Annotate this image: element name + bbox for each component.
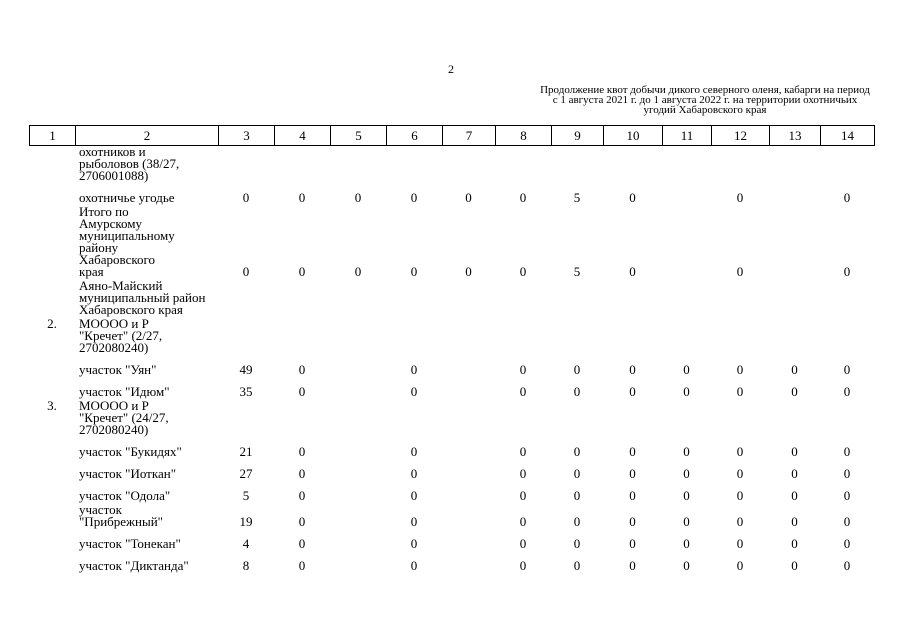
quota-cell bbox=[495, 318, 551, 356]
table-header bbox=[29, 125, 875, 146]
header-cell: 11 bbox=[663, 126, 712, 146]
quota-cell bbox=[662, 184, 711, 206]
row-number bbox=[29, 206, 75, 280]
quota-cell: 0 bbox=[298, 384, 306, 399]
quota-cell: 0 bbox=[843, 362, 851, 377]
quota-cell bbox=[442, 504, 495, 530]
quota-cell bbox=[551, 280, 603, 318]
header-cell: 5 bbox=[331, 126, 387, 146]
quota-cell: 0 bbox=[843, 384, 851, 399]
quota-cell bbox=[603, 280, 662, 318]
quota-cell bbox=[769, 318, 820, 356]
quota-cell bbox=[820, 146, 874, 184]
quota-cell bbox=[711, 146, 769, 184]
header-cell: 8 bbox=[496, 126, 552, 146]
quota-cell: 0 bbox=[519, 362, 527, 377]
quota-cell: 0 bbox=[683, 514, 690, 529]
quota-cell: 0 bbox=[736, 384, 744, 399]
quota-cell bbox=[274, 400, 330, 438]
quota-cell: 0 bbox=[736, 536, 744, 551]
quota-cell: 0 bbox=[573, 488, 581, 503]
quota-cell bbox=[442, 318, 495, 356]
quota-cell: 0 bbox=[298, 466, 306, 481]
row-number bbox=[29, 438, 75, 460]
row-name: участок "Прибрежный" bbox=[79, 502, 163, 529]
row-name: МОООО и Р "Кречет" (24/27, 2702080240) bbox=[79, 398, 169, 437]
quota-cell: 0 bbox=[410, 264, 418, 279]
quota-cell bbox=[218, 318, 274, 356]
quota-cell: 0 bbox=[843, 536, 851, 551]
quota-cell: 0 bbox=[573, 536, 581, 551]
quota-cell: 0 bbox=[410, 514, 418, 529]
quota-cell: 0 bbox=[629, 488, 636, 503]
table-row bbox=[29, 400, 874, 438]
quota-cell: 0 bbox=[629, 558, 636, 573]
quota-cell: 0 bbox=[791, 514, 798, 529]
quota-cell: 0 bbox=[843, 488, 851, 503]
row-name: участок "Иоткан" bbox=[79, 466, 177, 481]
row-name: участок "Идюм" bbox=[79, 384, 170, 399]
quota-cell: 0 bbox=[298, 558, 306, 573]
row-name: охотничье угодье bbox=[79, 190, 175, 205]
table-row bbox=[29, 146, 874, 184]
quota-cell bbox=[330, 504, 386, 530]
quota-cell: 0 bbox=[519, 466, 527, 481]
quota-cell bbox=[218, 280, 274, 318]
quota-cell: 0 bbox=[298, 514, 306, 529]
row-number bbox=[29, 504, 75, 530]
header-cell: 7 bbox=[443, 126, 496, 146]
quota-cell: 0 bbox=[629, 362, 636, 377]
quota-cell: 0 bbox=[629, 264, 636, 279]
quota-cell: 0 bbox=[736, 466, 744, 481]
quota-cell: 0 bbox=[736, 558, 744, 573]
quota-cell bbox=[495, 280, 551, 318]
quota-cell: 0 bbox=[410, 384, 418, 399]
quota-cell bbox=[551, 146, 603, 184]
quota-cell bbox=[442, 552, 495, 574]
quota-cell bbox=[386, 146, 442, 184]
quota-cell bbox=[662, 146, 711, 184]
quota-cell: 0 bbox=[843, 444, 851, 459]
quota-cell: 0 bbox=[410, 190, 418, 205]
quota-cell: 0 bbox=[843, 558, 851, 573]
quota-cell: 0 bbox=[298, 444, 306, 459]
quota-cell: 0 bbox=[736, 264, 744, 279]
quota-cell bbox=[330, 530, 386, 552]
quota-cell: 4 bbox=[242, 536, 250, 551]
quota-cell: 0 bbox=[683, 384, 690, 399]
quota-cell bbox=[330, 482, 386, 504]
quota-cell: 0 bbox=[519, 444, 527, 459]
quota-cell: 49 bbox=[239, 362, 253, 377]
quota-cell bbox=[330, 146, 386, 184]
table-row bbox=[29, 460, 874, 482]
row-number bbox=[29, 378, 75, 400]
quota-cell: 0 bbox=[791, 444, 798, 459]
header-row bbox=[30, 126, 875, 146]
quota-cell: 0 bbox=[573, 362, 581, 377]
row-number bbox=[29, 280, 75, 318]
quota-cell: 0 bbox=[629, 444, 636, 459]
quota-cell: 0 bbox=[736, 514, 744, 529]
table-row bbox=[29, 280, 874, 318]
table-row bbox=[29, 552, 874, 574]
table-row bbox=[29, 378, 874, 400]
row-name: участок "Диктанда" bbox=[79, 558, 189, 573]
quota-cell bbox=[769, 206, 820, 280]
quota-cell bbox=[820, 400, 874, 438]
header-cell: 6 bbox=[387, 126, 443, 146]
quota-cell: 0 bbox=[242, 190, 250, 205]
quota-cell bbox=[662, 318, 711, 356]
quota-cell: 0 bbox=[410, 536, 418, 551]
quota-cell: 0 bbox=[519, 384, 527, 399]
header-cell: 12 bbox=[712, 126, 770, 146]
quota-cell bbox=[769, 400, 820, 438]
quota-cell: 0 bbox=[573, 444, 581, 459]
quota-cell: 0 bbox=[410, 558, 418, 573]
header-cell: 14 bbox=[821, 126, 875, 146]
row-number bbox=[29, 356, 75, 378]
quota-cell: 0 bbox=[519, 536, 527, 551]
quota-cell: 0 bbox=[683, 488, 690, 503]
quota-cell: 0 bbox=[573, 514, 581, 529]
table-row bbox=[29, 184, 874, 206]
quota-cell: 21 bbox=[239, 444, 253, 459]
quota-cell bbox=[551, 400, 603, 438]
quota-cell bbox=[711, 280, 769, 318]
quota-cell: 35 bbox=[239, 384, 253, 399]
quota-cell: 0 bbox=[791, 384, 798, 399]
quota-cell: 0 bbox=[843, 514, 851, 529]
quota-cell: 0 bbox=[465, 264, 472, 279]
quota-cell: 0 bbox=[298, 362, 306, 377]
quota-cell: 0 bbox=[683, 466, 690, 481]
row-number: 2. bbox=[47, 316, 57, 331]
quota-cell: 0 bbox=[519, 558, 527, 573]
quota-cell bbox=[274, 280, 330, 318]
row-number bbox=[29, 460, 75, 482]
quota-cell bbox=[551, 318, 603, 356]
quota-cell: 0 bbox=[629, 384, 636, 399]
quota-cell: 0 bbox=[791, 362, 798, 377]
quota-cell: 0 bbox=[683, 444, 690, 459]
header-cell: 1 bbox=[30, 126, 76, 146]
quota-cell: 5 bbox=[573, 190, 581, 205]
quota-cell: 0 bbox=[519, 190, 527, 205]
row-name: Итого по Амурскому муниципальному району Хабаровского края bbox=[79, 204, 175, 279]
quota-cell: 0 bbox=[843, 466, 851, 481]
quota-cell: 0 bbox=[683, 558, 690, 573]
quota-cell bbox=[386, 400, 442, 438]
quota-cell: 0 bbox=[573, 384, 581, 399]
quota-cell: 0 bbox=[298, 190, 306, 205]
quota-cell: 0 bbox=[573, 558, 581, 573]
row-number bbox=[29, 530, 75, 552]
quota-cell bbox=[330, 356, 386, 378]
table-row bbox=[29, 438, 874, 460]
quota-cell bbox=[662, 280, 711, 318]
quota-cell: 0 bbox=[791, 466, 798, 481]
quota-cell bbox=[330, 460, 386, 482]
table-row bbox=[29, 504, 874, 530]
quota-cell bbox=[330, 400, 386, 438]
header-cell: 3 bbox=[219, 126, 275, 146]
table-row bbox=[29, 318, 874, 356]
row-number bbox=[29, 552, 75, 574]
header-cell: 9 bbox=[552, 126, 604, 146]
quota-cell: 0 bbox=[629, 190, 636, 205]
quota-cell: 0 bbox=[519, 488, 527, 503]
header-cell: 13 bbox=[770, 126, 821, 146]
row-name: участок "Одола" bbox=[79, 488, 171, 503]
row-name: участок "Уян" bbox=[79, 362, 157, 377]
quota-cell bbox=[820, 318, 874, 356]
quota-cell: 0 bbox=[242, 264, 250, 279]
quota-cell bbox=[386, 280, 442, 318]
quota-cell bbox=[218, 400, 274, 438]
quota-cell: 0 bbox=[791, 488, 798, 503]
quota-cell: 19 bbox=[239, 514, 253, 529]
quota-cell: 0 bbox=[519, 264, 527, 279]
row-number bbox=[29, 146, 75, 184]
quota-cell: 0 bbox=[410, 362, 418, 377]
row-name: Аяно-Майский муниципальный район Хабаровского края bbox=[79, 278, 206, 317]
quota-cell bbox=[442, 356, 495, 378]
quota-cell: 0 bbox=[354, 264, 362, 279]
table-row bbox=[29, 530, 874, 552]
header-cell: 10 bbox=[604, 126, 663, 146]
quota-cell bbox=[603, 318, 662, 356]
quota-cell bbox=[330, 318, 386, 356]
quota-cell bbox=[495, 400, 551, 438]
quota-cell bbox=[769, 146, 820, 184]
quota-cell bbox=[274, 146, 330, 184]
quota-cell bbox=[603, 146, 662, 184]
quota-cell bbox=[769, 184, 820, 206]
quota-cell bbox=[711, 318, 769, 356]
page-number: 2 bbox=[448, 62, 454, 76]
quota-cell: 0 bbox=[298, 264, 306, 279]
quota-cell: 0 bbox=[791, 536, 798, 551]
quota-cell bbox=[442, 378, 495, 400]
table-row bbox=[29, 482, 874, 504]
quota-cell bbox=[442, 530, 495, 552]
quota-cell: 0 bbox=[629, 514, 636, 529]
header-cell: 4 bbox=[275, 126, 331, 146]
quota-cell: 0 bbox=[736, 362, 744, 377]
table-row bbox=[29, 206, 874, 280]
quota-cell bbox=[442, 482, 495, 504]
quota-cell bbox=[330, 438, 386, 460]
quota-cell: 0 bbox=[791, 558, 798, 573]
quota-cell: 0 bbox=[843, 190, 851, 205]
quota-cell: 5 bbox=[242, 488, 250, 503]
quota-cell bbox=[442, 400, 495, 438]
row-name: участок "Тонекан" bbox=[79, 536, 181, 551]
quota-cell: 0 bbox=[843, 264, 851, 279]
quota-cell: 0 bbox=[354, 190, 362, 205]
quota-cell bbox=[662, 206, 711, 280]
quota-cell: 0 bbox=[410, 444, 418, 459]
quota-cell: 0 bbox=[410, 466, 418, 481]
quota-cell: 0 bbox=[298, 488, 306, 503]
quota-cell bbox=[330, 552, 386, 574]
quota-cell: 0 bbox=[519, 514, 527, 529]
quota-cell bbox=[442, 280, 495, 318]
quota-cell: 0 bbox=[736, 444, 744, 459]
quota-cell bbox=[386, 318, 442, 356]
row-name: охотников и рыболовов (38/27, 2706001088) bbox=[79, 144, 180, 183]
quota-cell bbox=[495, 146, 551, 184]
quota-cell bbox=[603, 400, 662, 438]
quota-cell: 0 bbox=[573, 466, 581, 481]
quota-cell: 27 bbox=[239, 466, 253, 481]
row-number bbox=[29, 482, 75, 504]
quota-table bbox=[29, 146, 874, 574]
quota-cell: 0 bbox=[683, 536, 690, 551]
quota-cell: 8 bbox=[242, 558, 250, 573]
quota-cell bbox=[218, 146, 274, 184]
table-caption: Продолжение квот добычи дикого северного оленя, кабарги на период с 1 августа 2021 г. до 1 августа 2022 г. на территории охотничьих угодий Хабаровского края bbox=[540, 84, 870, 116]
table-row bbox=[29, 356, 874, 378]
quota-cell: 0 bbox=[465, 190, 472, 205]
row-name: участок "Букидях" bbox=[79, 444, 182, 459]
quota-cell: 0 bbox=[736, 190, 744, 205]
row-number: 3. bbox=[47, 398, 57, 413]
quota-cell: 0 bbox=[298, 536, 306, 551]
quota-cell: 0 bbox=[629, 536, 636, 551]
quota-cell: 0 bbox=[683, 362, 690, 377]
quota-cell: 5 bbox=[573, 264, 581, 279]
quota-cell bbox=[442, 146, 495, 184]
quota-cell bbox=[662, 400, 711, 438]
header-cell: 2 bbox=[76, 126, 219, 146]
row-number bbox=[29, 184, 75, 206]
row-name: МОООО и Р "Кречет" (2/27, 2702080240) bbox=[79, 316, 163, 355]
quota-cell bbox=[711, 400, 769, 438]
quota-cell bbox=[330, 280, 386, 318]
quota-cell bbox=[442, 438, 495, 460]
quota-cell bbox=[820, 280, 874, 318]
quota-cell bbox=[442, 460, 495, 482]
quota-cell: 0 bbox=[629, 466, 636, 481]
quota-cell bbox=[769, 280, 820, 318]
quota-cell bbox=[274, 318, 330, 356]
quota-cell bbox=[330, 378, 386, 400]
quota-cell: 0 bbox=[736, 488, 744, 503]
quota-cell: 0 bbox=[410, 488, 418, 503]
